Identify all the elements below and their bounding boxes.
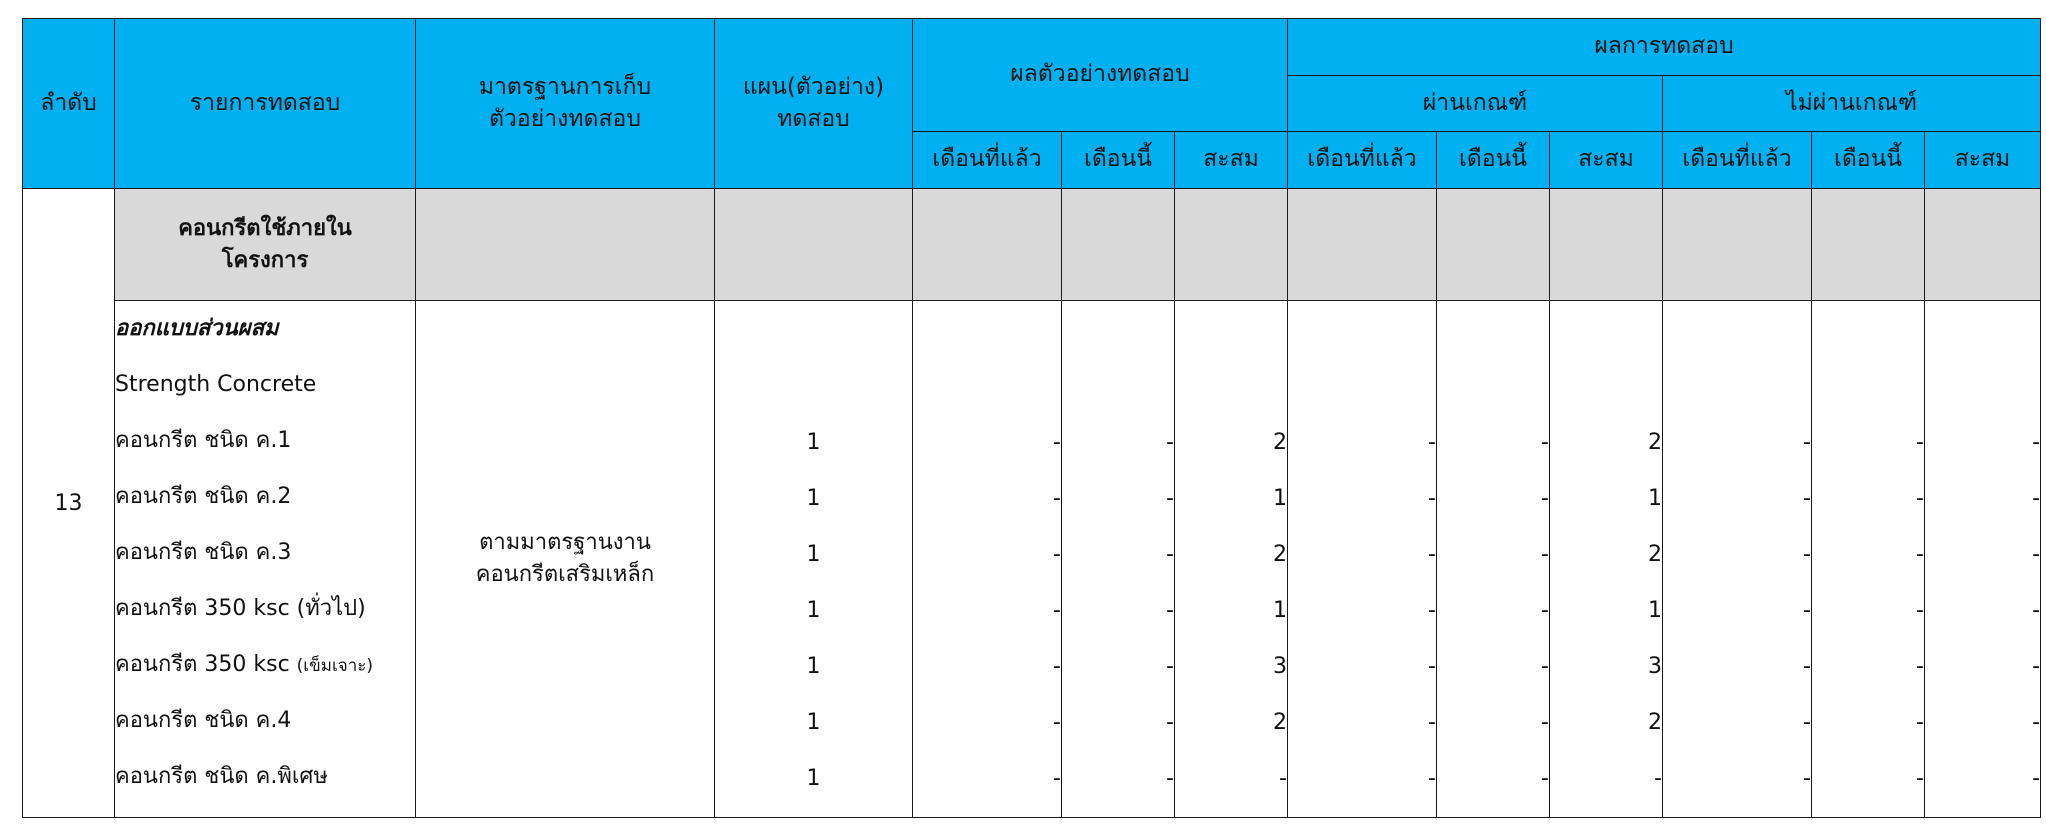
header-fail-cumulative: สะสม	[1925, 132, 2041, 189]
fail-this-month-column: - - - - - - -	[1812, 301, 1925, 818]
header-fail-this-month: เดือนนี้	[1812, 132, 1925, 189]
header-samples: ผลตัวอย่างทดสอบ	[913, 19, 1288, 132]
list-item: คอนกรีต ชนิด ค.2	[115, 484, 292, 509]
gray-cell	[1175, 189, 1288, 301]
header-results: ผลการทดสอบ	[1288, 19, 2041, 76]
list-item: คอนกรีต 350 ksc (ทั่วไป)	[115, 596, 366, 621]
gray-cell	[1062, 189, 1175, 301]
pass-this-month-column: - - - - - - -	[1437, 301, 1550, 818]
gray-cell	[1812, 189, 1925, 301]
header-pass-cumulative: สะสม	[1550, 132, 1663, 189]
header-plan: แผน(ตัวอย่าง) ทดสอบ	[715, 19, 913, 189]
samples-cumulative-column: 2 1 2 1 3 2 -	[1175, 301, 1288, 818]
fail-last-month-column: - - - - - - -	[1663, 301, 1812, 818]
strength-concrete-label: Strength Concrete	[115, 372, 317, 397]
gray-cell	[715, 189, 913, 301]
plan-column: 1 1 1 1 1 1 1	[715, 301, 913, 818]
samples-last-month-column: - - - - - - -	[913, 301, 1062, 818]
header-samples-this-month: เดือนนี้	[1062, 132, 1175, 189]
gray-cell	[1663, 189, 1812, 301]
list-item: คอนกรีต 350 ksc (เข็มเจาะ)	[115, 652, 374, 677]
header-fail: ไม่ผ่านเกณฑ์	[1663, 76, 2041, 132]
header-pass-this-month: เดือนนี้	[1437, 132, 1550, 189]
gray-cell	[1288, 189, 1437, 301]
gray-cell	[1925, 189, 2041, 301]
design-mix-heading: ออกแบบส่วนผสม	[115, 316, 279, 341]
pass-last-month-column: - - - - - - -	[1288, 301, 1437, 818]
group-title: คอนกรีตใช้ภายใน โครงการ	[115, 189, 416, 301]
gray-cell	[1550, 189, 1663, 301]
header-samples-cumulative: สะสม	[1175, 132, 1288, 189]
standard-cell: ตามมาตรฐานงาน คอนกรีตเสริมเหล็ก	[416, 301, 715, 818]
items-column	[115, 301, 416, 818]
gray-cell	[1437, 189, 1550, 301]
header-seq: ลำดับ	[23, 19, 115, 189]
gray-cell	[416, 189, 715, 301]
test-results-table	[22, 18, 2041, 818]
pass-cumulative-column: 2 1 2 1 3 2 -	[1550, 301, 1663, 818]
samples-this-month-column: - - - - - - -	[1062, 301, 1175, 818]
header-samples-last-month: เดือนที่แล้ว	[913, 132, 1062, 189]
list-item: คอนกรีต ชนิด ค.4	[115, 708, 292, 733]
list-item: คอนกรีต ชนิด ค.พิเศษ	[115, 764, 328, 789]
fail-cumulative-column: - - - - - - -	[1925, 301, 2041, 818]
group-seq: 13	[23, 189, 115, 818]
list-item: คอนกรีต ชนิด ค.3	[115, 540, 292, 565]
header-pass-last-month: เดือนที่แล้ว	[1288, 132, 1437, 189]
list-item: คอนกรีต ชนิด ค.1	[115, 428, 292, 453]
gray-cell	[913, 189, 1062, 301]
header-item: รายการทดสอบ	[115, 19, 416, 189]
header-standard: มาตรฐานการเก็บ ตัวอย่างทดสอบ	[416, 19, 715, 189]
header-fail-last-month: เดือนที่แล้ว	[1663, 132, 1812, 189]
header-pass: ผ่านเกณฑ์	[1288, 76, 1663, 132]
